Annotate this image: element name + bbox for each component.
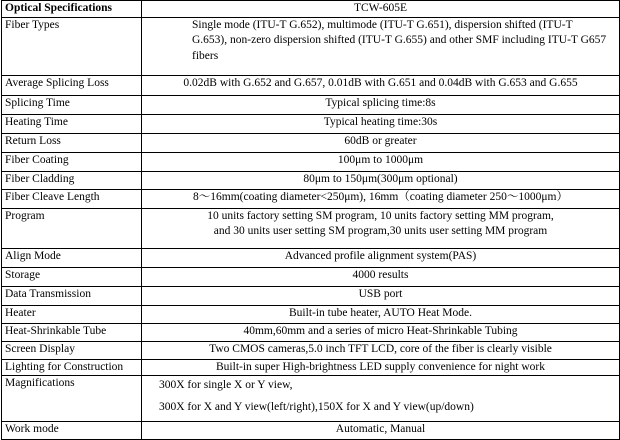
table-row (2, 189, 620, 208)
table-row (2, 267, 620, 286)
table-header-row (2, 1, 620, 18)
table-row (2, 323, 620, 341)
row-label: Fiber Coating (2, 152, 142, 171)
value-line: 300X for X and Y view(left/right),150X for X and Y view(up/down) (159, 400, 474, 413)
table-row (2, 17, 620, 75)
row-label: Storage (2, 267, 142, 286)
table-row (2, 171, 620, 189)
row-value: Typical splicing time:8s (142, 95, 620, 114)
value-line: 300X for single X or Y view, (159, 379, 293, 391)
table-row (2, 133, 620, 152)
row-value (142, 17, 620, 75)
row-value (142, 208, 620, 248)
row-label: Heating Time (2, 114, 142, 133)
row-value: 40mm,60mm and a series of micro Heat-Shrinkable Tubing (142, 323, 620, 341)
header-model: TCW-605E (142, 1, 620, 18)
row-label: Lighting for Construction (2, 359, 142, 376)
row-label: Align Mode (2, 248, 142, 267)
row-value: 80μm to 150μm(300μm optional) (142, 171, 620, 189)
row-value: Built-in super High-brightness LED supply convenience for night work (142, 359, 620, 376)
table-row (2, 286, 620, 305)
value-line: and 30 units user setting SM program,30 units user setting MM program (213, 225, 548, 237)
value-line: 10 units factory setting SM program, 10 units factory setting MM program, (207, 209, 554, 222)
table-row (2, 248, 620, 267)
row-label: Fiber Types (2, 17, 142, 75)
row-label: Screen Display (2, 341, 142, 359)
row-label: Average Splicing Loss (2, 75, 142, 95)
table-row (2, 305, 620, 323)
row-value: 8～16mm(coating diameter<250μm), 16mm（coating diameter 250～1000μm） (142, 189, 620, 208)
table-row (2, 359, 620, 376)
row-value: USB port (142, 286, 620, 305)
row-value: Built-in tube heater, AUTO Heat Mode. (142, 305, 620, 323)
row-value: Two CMOS cameras,5.0 inch TFT LCD, core of the fiber is clearly visible (142, 341, 620, 359)
row-label: Program (2, 208, 142, 248)
table-row (2, 341, 620, 359)
row-label: Fiber Cladding (2, 171, 142, 189)
row-label: Return Loss (2, 133, 142, 152)
value-line: Single mode (ITU-T G.652), multimode (ITU-T G.651), dispersion shifted (ITU-T (192, 18, 573, 31)
table-row (2, 376, 620, 422)
row-value: 0.02dB with G.652 and G.657, 0.01dB with G.651 and 0.04dB with G.653 and G.655 (142, 75, 620, 95)
row-value: Automatic, Manual (142, 422, 620, 440)
row-value (142, 376, 620, 422)
row-label: Data Transmission (2, 286, 142, 305)
table-row (2, 152, 620, 171)
header-label: Optical Specifications (2, 1, 142, 18)
table-row (2, 114, 620, 133)
value-line: G.653), non-zero dispersion shifted (ITU-T G.655) and other SMF including ITU-T G657 (192, 34, 607, 46)
value-line: fibers (192, 49, 219, 62)
row-label: Fiber Cleave Length (2, 189, 142, 208)
optical-specifications-table (1, 0, 620, 440)
row-value: Typical heating time:30s (142, 114, 620, 133)
row-label: Heat-Shrinkable Tube (2, 323, 142, 341)
row-label: Splicing Time (2, 95, 142, 114)
table-row (2, 95, 620, 114)
table-row (2, 208, 620, 248)
row-value: Advanced profile alignment system(PAS) (142, 248, 620, 267)
table-row (2, 422, 620, 440)
row-label: Work mode (2, 422, 142, 440)
row-label: Heater (2, 305, 142, 323)
row-value: 4000 results (142, 267, 620, 286)
table-row (2, 75, 620, 95)
row-value: 100μm to 1000μm (142, 152, 620, 171)
row-value: 60dB or greater (142, 133, 620, 152)
row-label: Magnifications (2, 376, 142, 422)
